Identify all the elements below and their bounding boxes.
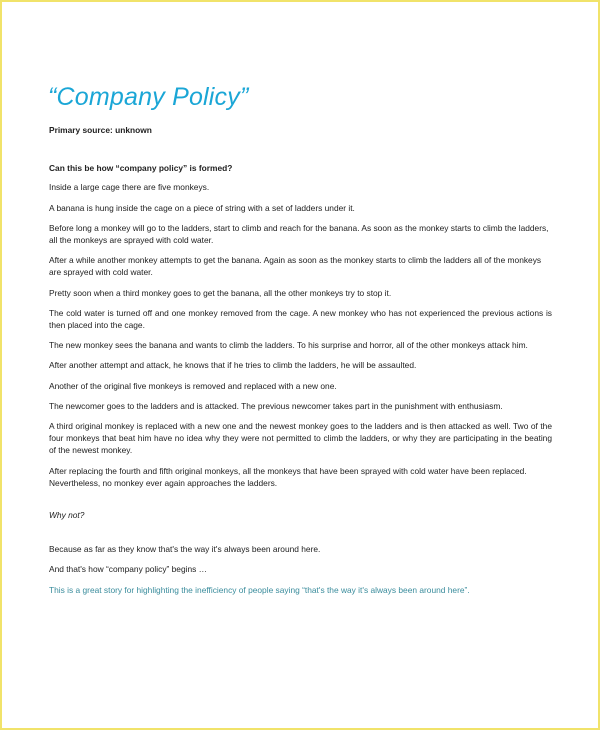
primary-source: Primary source: unknown: [49, 125, 152, 135]
paragraph-8: After another attempt and attack, he knows that if he tries to climb the ladders, he will be assaulted.: [49, 360, 417, 371]
document-content: [49, 82, 552, 604]
paragraph-1: Inside a large cage there are five monkeys.: [49, 182, 210, 193]
conclusion-2: And that's how “company policy” begins …: [49, 564, 208, 575]
paragraph-12: After replacing the fourth and fifth original monkeys, all the monkeys that have been sprayed with cold water have been replaced. Nevertheless, no monkey ever again approaches the ladders.: [49, 465, 527, 488]
paragraph-11: A third original monkey is replaced with a new one and the newest monkey goes to the ladders and is then attacked as well. Two of the four monkeys that beat him have no idea why they were not permitted to climb the ladders, or why they are participating in the beating of the newest monkey.: [49, 421, 552, 456]
paragraph-6: The cold water is turned off and one monkey removed from the cage. A new monkey who has not experienced the previous actions is then placed into the cage.: [49, 307, 552, 331]
paragraph-3: Before long a monkey will go to the ladders, start to climb and reach for the banana. As soon as the monkey starts to climb the ladders, all the monkeys are sprayed with cold water.: [49, 222, 549, 246]
conclusion-1: Because as far as they know that's the way it's always been around here.: [49, 544, 321, 555]
paragraph-10: The newcomer goes to the ladders and is attacked. The previous newcomer takes part in the punishment with enthusiasm.: [49, 400, 503, 411]
question-heading: Can this be how “company policy” is formed?: [49, 163, 233, 174]
paragraph-9: Another of the original five monkeys is removed and replaced with a new one.: [49, 380, 337, 391]
why-not-heading: Why not?: [49, 510, 85, 521]
highlight-text: This is a great story for highlighting the inefficiency of people saying “that's the way it's always been around here”.: [49, 584, 470, 595]
page-title: “Company Policy”: [48, 83, 249, 111]
paragraph-5: Pretty soon when a third monkey goes to get the banana, all the other monkeys try to stop it.: [49, 287, 392, 298]
paragraph-4: After a while another monkey attempts to get the banana. Again as soon as the monkey starts to climb the ladders all of the monkeys are sprayed with cold water.: [49, 255, 542, 278]
paragraph-2: A banana is hung inside the cage on a piece of string with a set of ladders under it.: [49, 202, 355, 213]
paragraph-7: The new monkey sees the banana and wants to climb the ladders. To his surprise and horror, all of the other monkeys attack him.: [49, 340, 528, 351]
